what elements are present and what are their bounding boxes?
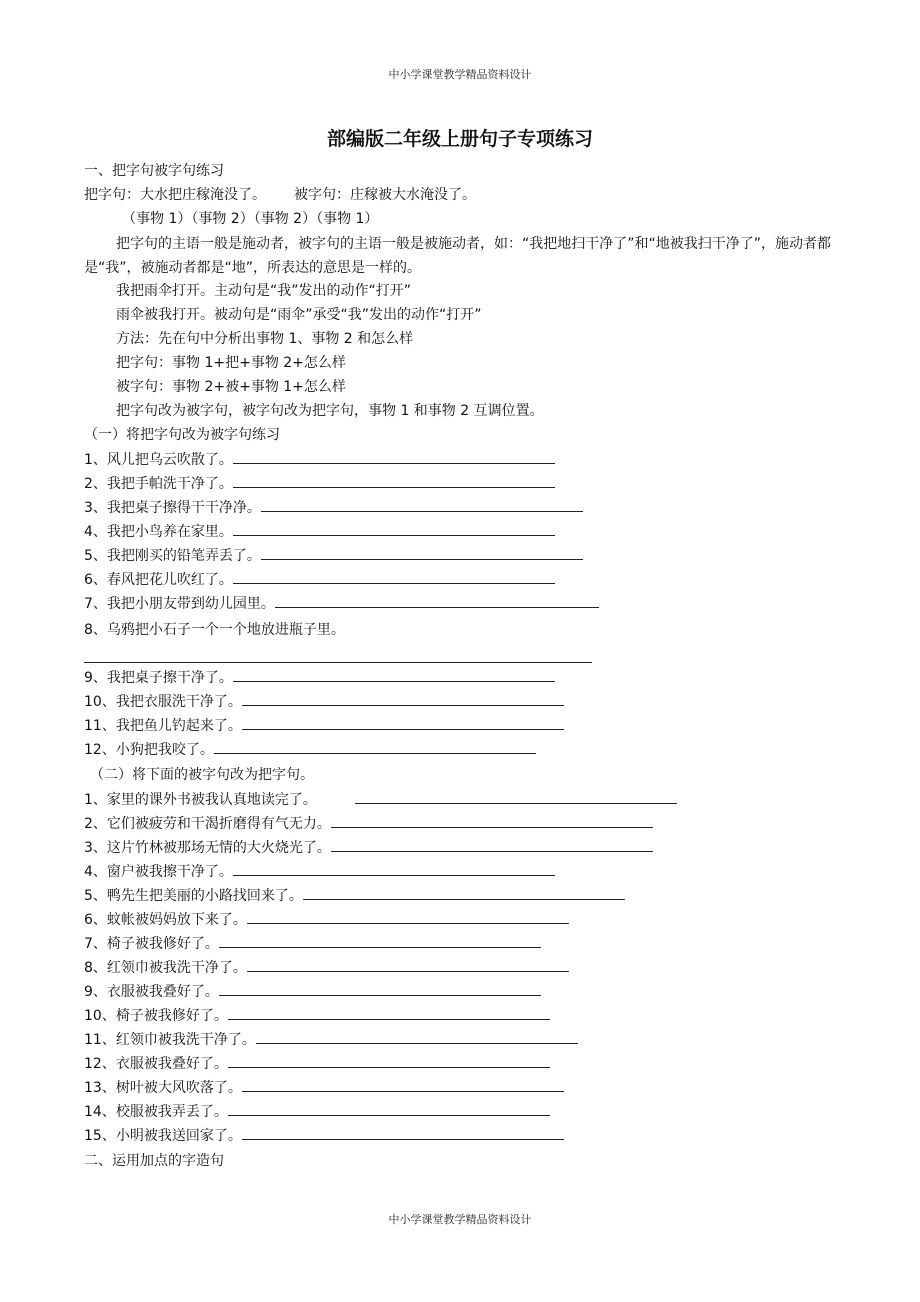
answer-blank[interactable]: [214, 752, 536, 754]
list-item: 9、我把桌子擦干净了。: [84, 668, 555, 688]
list-item: 10、我把衣服洗干净了。: [84, 692, 564, 712]
answer-blank[interactable]: [219, 994, 541, 996]
answer-blank[interactable]: [242, 728, 564, 730]
roles-line: （事物 1）（事物 2）（事物 2）（事物 1）: [122, 211, 379, 227]
answer-blank[interactable]: [233, 462, 555, 464]
answer-blank[interactable]: [84, 662, 592, 663]
answer-blank[interactable]: [275, 606, 599, 608]
answer-blank[interactable]: [355, 802, 677, 804]
answer-blank[interactable]: [233, 534, 555, 536]
list-item: 6、蚊帐被妈妈放下来了。: [84, 910, 569, 930]
answer-blank[interactable]: [242, 1090, 564, 1092]
section1-heading: 一、把字句被字句练习: [84, 163, 224, 179]
list-item: 3、这片竹林被那场无情的大火烧光了。: [84, 838, 653, 858]
answer-blank[interactable]: [219, 946, 541, 948]
list-item: 15、小明被我送回家了。: [84, 1126, 564, 1146]
example-row: [84, 185, 476, 205]
example-bei: 被字句：庄稼被大水淹没了。: [294, 187, 476, 203]
list-item: 4、窗户被我擦干净了。: [84, 862, 555, 882]
answer-blank[interactable]: [242, 1138, 564, 1140]
list-item: 4、我把小鸟养在家里。: [84, 522, 555, 542]
list-item: 14、校服被我弄丢了。: [84, 1102, 550, 1122]
answer-blank[interactable]: [303, 898, 625, 900]
list-item: 10、椅子被我修好了。: [84, 1006, 550, 1026]
list-item: 9、衣服被我叠好了。: [84, 982, 541, 1002]
list-item: 11、我把鱼儿钓起来了。: [84, 716, 564, 736]
list-item: 5、我把刚买的铅笔弄丢了。: [84, 546, 583, 566]
list-item: 2、我把手帕洗干净了。: [84, 474, 555, 494]
answer-blank[interactable]: [233, 582, 555, 584]
answer-blank[interactable]: [261, 510, 583, 512]
part1-heading: （一）将把字句改为被字句练习: [84, 427, 280, 443]
list-item: 3、我把桌子擦得干干净净。: [84, 498, 583, 518]
list-item: 13、树叶被大风吹落了。: [84, 1078, 564, 1098]
list-item: 12、衣服被我叠好了。: [84, 1054, 550, 1074]
answer-blank[interactable]: [228, 1114, 550, 1116]
formula-ba: 把字句：事物 1+把+事物 2+怎么样: [116, 355, 346, 371]
answer-blank[interactable]: [233, 486, 555, 488]
swap-note: 把字句改为被字句，被字句改为把字句，事物 1 和事物 2 互调位置。: [116, 403, 544, 419]
list-item: 5、鸭先生把美丽的小路找回来了。: [84, 886, 625, 906]
formula-bei: 被字句：事物 2+被+事物 1+怎么样: [116, 379, 346, 395]
answer-blank[interactable]: [247, 970, 569, 972]
list-item: 7、我把小朋友带到幼儿园里。: [84, 594, 599, 614]
list-item: 1、风儿把乌云吹散了。: [84, 450, 555, 470]
method-line: 方法：先在句中分析出事物 1、事物 2 和怎么样: [116, 331, 414, 347]
page-header: 中小学课堂教学精品资料设计: [388, 68, 532, 81]
list-item: 8、红领巾被我洗干净了。: [84, 958, 569, 978]
note-passive: 雨伞被我打开。被动句是“雨伞”承受“我”发出的动作“打开”: [116, 307, 482, 323]
note-active: 我把雨伞打开。主动句是“我”发出的动作“打开”: [116, 283, 412, 299]
section2-heading: 二、运用加点的字造句: [84, 1153, 224, 1169]
explanation-paragraph: 把字句的主语一般是施动者，被字句的主语一般是被施动者，如：“我把地扫干净了”和“地被我扫干净了”，施动者都是“我”，被施动者都是“地”，所表达的意思是一样的。: [84, 236, 832, 276]
list-item: 7、椅子被我修好了。: [84, 934, 541, 954]
page-title: 部编版二年级上册句子专项练习: [326, 128, 593, 150]
list-item: 11、红领巾被我洗干净了。: [84, 1030, 578, 1050]
example-ba: 把字句：大水把庄稼淹没了。: [84, 187, 266, 203]
answer-blank[interactable]: [228, 1018, 550, 1020]
page-footer: 中小学课堂教学精品资料设计: [388, 1213, 532, 1226]
answer-blank[interactable]: [247, 922, 569, 924]
list-item: 12、小狗把我咬了。: [84, 740, 536, 760]
answer-blank[interactable]: [228, 1066, 550, 1068]
answer-blank[interactable]: [331, 850, 653, 852]
answer-blank[interactable]: [331, 826, 653, 828]
answer-blank[interactable]: [256, 1042, 578, 1044]
list-item: 6、春风把花儿吹红了。: [84, 570, 555, 590]
list-item: 8、乌鸦把小石子一个一个地放进瓶子里。: [84, 622, 345, 638]
list-item: 2、它们被疲劳和干渴折磨得有气无力。: [84, 814, 653, 834]
answer-blank[interactable]: [261, 558, 583, 560]
answer-blank[interactable]: [233, 680, 555, 682]
part2-heading: （二）将下面的被字句改为把字句。: [90, 767, 314, 783]
answer-blank[interactable]: [233, 874, 555, 876]
list-item: 1、家里的课外书被我认真地读完了。: [84, 790, 677, 810]
answer-blank[interactable]: [242, 704, 564, 706]
